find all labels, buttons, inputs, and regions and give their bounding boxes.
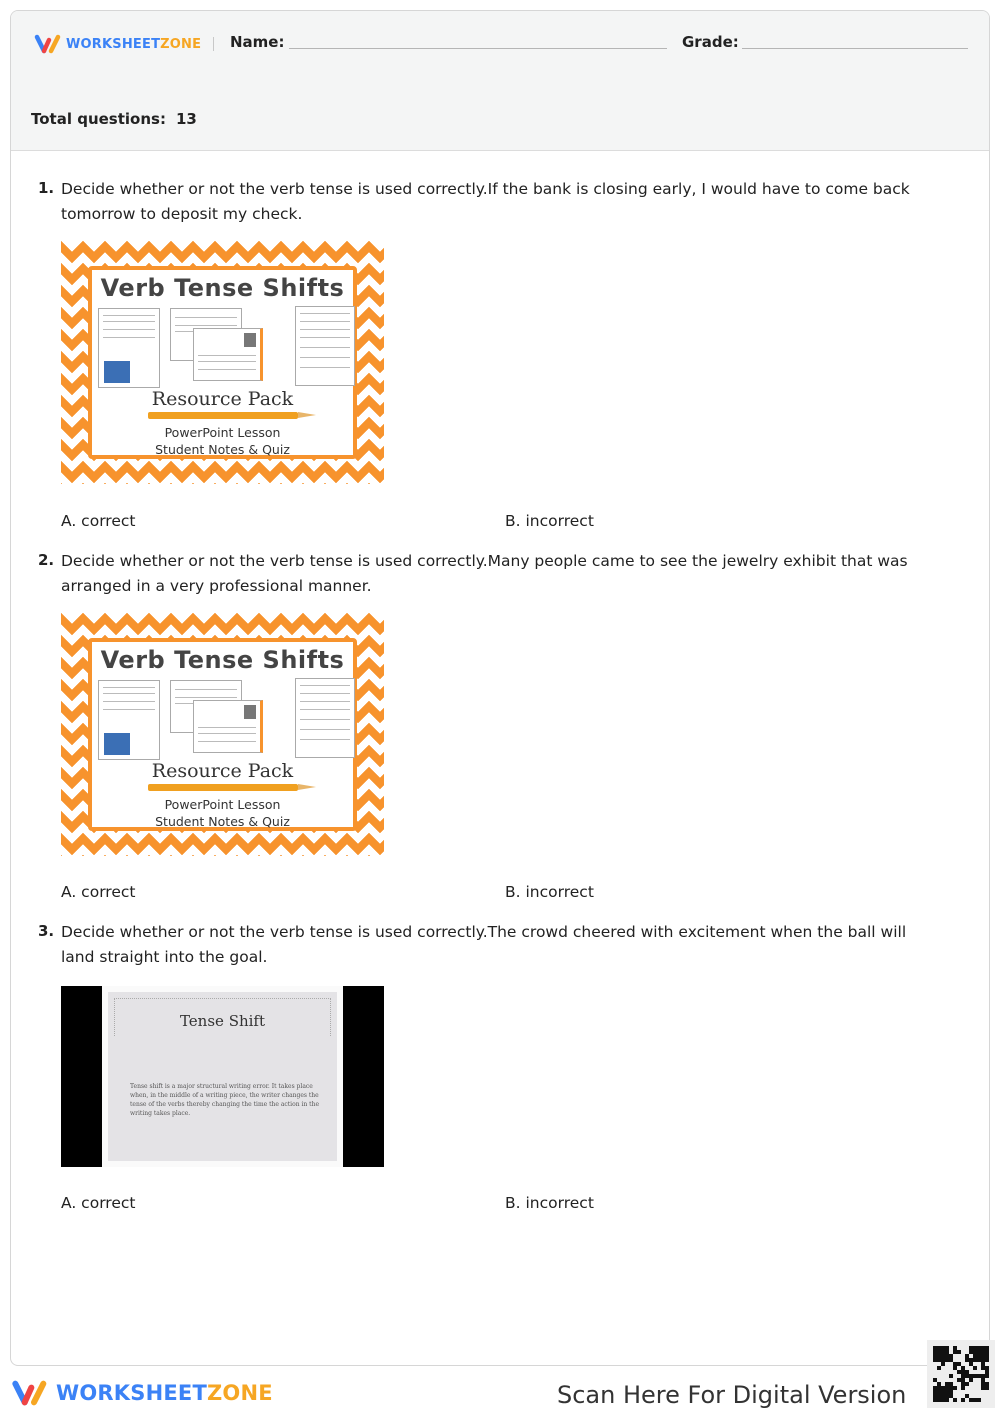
option-a[interactable]: A. correct: [61, 512, 136, 530]
mini-document: [98, 680, 160, 760]
pencil-icon: [148, 412, 298, 419]
slide: [102, 986, 343, 1167]
mini-document: [98, 308, 160, 388]
brand-name-zone: ZONE: [160, 36, 202, 52]
total-questions: [31, 110, 197, 128]
image-subtitle: Resource Pack: [151, 760, 294, 782]
worksheet-page: [10, 10, 990, 1366]
mini-quiz: [295, 306, 355, 386]
question-number: 1.: [38, 179, 55, 197]
slide-title: Tense Shift: [179, 1012, 266, 1030]
question-number: 3.: [38, 922, 55, 940]
name-input-line[interactable]: [289, 48, 667, 49]
option-b[interactable]: B. incorrect: [505, 883, 594, 901]
worksheet-zone-logo-icon: [33, 33, 63, 55]
brand-name: [66, 37, 201, 52]
question-image: [61, 613, 384, 856]
option-a[interactable]: A. correct: [61, 883, 136, 901]
image-card: [88, 266, 357, 459]
question-text: Decide whether or not the verb tense is used correctly.The crowd cheered with excitement when the ball will land straight into the goal.: [61, 923, 907, 966]
slide-body: Tense shift is a major structural writing error. It takes place when, in the middle of a writing piece, the writer changes the tense of the verbs thereby changing the time the action in the writing takes place.: [130, 1083, 320, 1117]
grade-label: Grade:: [682, 33, 739, 51]
mini-slide: [193, 328, 263, 381]
brand-logo: [33, 33, 201, 55]
image-title: Verb Tense Shifts: [100, 646, 345, 674]
question-image: [61, 986, 384, 1167]
image-subtitle: Resource Pack: [151, 388, 294, 410]
image-caption: Student Notes & Quiz: [155, 814, 290, 829]
option-b[interactable]: B. incorrect: [505, 1194, 594, 1212]
option-a[interactable]: A. correct: [61, 1194, 136, 1212]
question-number: 2.: [38, 551, 55, 569]
option-b[interactable]: B. incorrect: [505, 512, 594, 530]
total-questions-value: 13: [175, 110, 197, 128]
mini-quiz: [295, 678, 355, 758]
image-card: [88, 638, 357, 831]
name-label: Name:: [230, 33, 285, 51]
image-caption: Student Notes & Quiz: [155, 442, 290, 457]
worksheet-header: [11, 11, 989, 151]
image-caption: PowerPoint Lesson: [164, 797, 281, 812]
mini-slide: [193, 700, 263, 753]
footer-brand-logo: [10, 1378, 273, 1408]
brand-name-zone: ZONE: [206, 1381, 273, 1405]
footer-brand-name: [56, 1381, 273, 1405]
total-questions-label: Total questions:: [31, 110, 166, 128]
grade-input-line[interactable]: [742, 48, 968, 49]
image-caption: PowerPoint Lesson: [164, 425, 281, 440]
worksheet-zone-logo-icon: [10, 1378, 50, 1408]
slide-panel: [108, 992, 337, 1161]
pencil-icon: [148, 784, 298, 791]
question-text: Decide whether or not the verb tense is used correctly.Many people came to see the jewelry exhibit that was arranged in a very professional manner.: [61, 552, 908, 595]
brand-name-worksheet: WORKSHEET: [66, 36, 161, 52]
header-divider: [213, 37, 214, 51]
brand-name-worksheet: WORKSHEET: [56, 1381, 207, 1405]
image-title: Verb Tense Shifts: [100, 274, 345, 302]
question-text: Decide whether or not the verb tense is used correctly.If the bank is closing early, I would have to come back tomorrow to deposit my check.: [61, 180, 910, 223]
scan-instruction: Scan Here For Digital Version: [557, 1381, 907, 1409]
qr-code-icon[interactable]: [927, 1340, 995, 1408]
question-image: [61, 241, 384, 484]
